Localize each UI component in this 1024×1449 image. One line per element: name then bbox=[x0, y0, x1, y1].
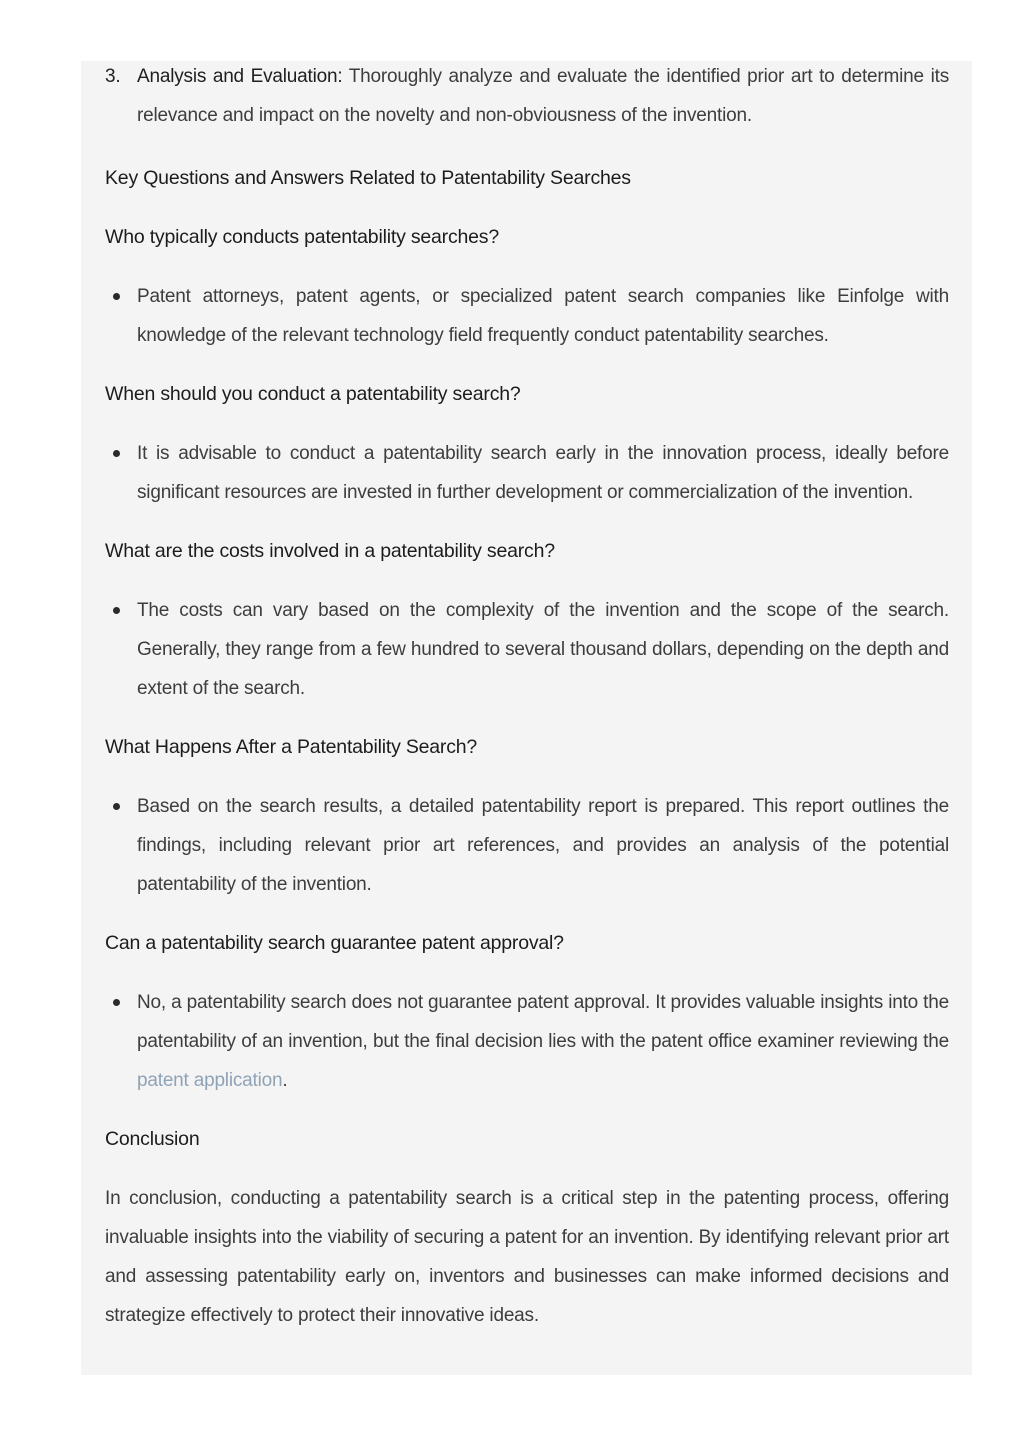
faq-answer-2 bbox=[105, 434, 949, 512]
conclusion-text: In conclusion, conducting a patentability search is a critical step in the patenting process, offering invaluable insights into the viability of securing a patent for an invention. By identifying relevant prior art and assessing patentability early on, inventors and businesses can make informed decisions and strategize effectively to protect their innovative ideas. bbox=[105, 1188, 949, 1326]
item-title: Analysis and Evaluation: bbox=[137, 66, 343, 87]
faq-answer-5 bbox=[105, 983, 949, 1100]
faq-question-4: What Happens After a Patentability Search? bbox=[105, 736, 478, 758]
answer-text: It is advisable to conduct a patentability search early in the innovation process, ideally before significant resources are invested in further development or commercialization of the invention. bbox=[137, 443, 949, 503]
faq-question-2: When should you conduct a patentability search? bbox=[105, 383, 521, 405]
faq-question-3: What are the costs involved in a patentability search? bbox=[105, 540, 555, 562]
answer-text-post: . bbox=[282, 1070, 288, 1091]
article-body bbox=[105, 57, 949, 1335]
faq-answer-1 bbox=[105, 277, 949, 355]
bullet-icon bbox=[105, 787, 137, 904]
answer-text: Based on the search results, a detailed patentability report is prepared. This report outlines the findings, including relevant prior art references, and provides an analysis of the potential patentability of the invention. bbox=[137, 796, 949, 895]
faq-answer-4 bbox=[105, 787, 949, 904]
bullet-icon bbox=[105, 591, 137, 708]
bullet-icon bbox=[105, 277, 137, 355]
faq-heading: Key Questions and Answers Related to Patentability Searches bbox=[105, 167, 631, 189]
numbered-item-3 bbox=[105, 57, 949, 135]
bullet-icon bbox=[105, 434, 137, 512]
conclusion-heading: Conclusion bbox=[105, 1128, 200, 1150]
item-text bbox=[137, 57, 949, 135]
answer-text: The costs can vary based on the complexity of the invention and the scope of the search. Generally, they range from a few hundred to several thousand dollars, depending on the depth and extent of the search. bbox=[137, 600, 949, 699]
item-number: 3. bbox=[105, 66, 121, 87]
answer-text-pre: No, a patentability search does not guarantee patent approval. It provides valuable insights into the patentability of an invention, but the final decision lies with the patent office examiner reviewing the bbox=[137, 992, 949, 1052]
faq-question-1: Who typically conducts patentability searches? bbox=[105, 226, 500, 248]
faq-question-5: Can a patentability search guarantee patent approval? bbox=[105, 932, 564, 954]
patent-application-link[interactable]: patent application bbox=[137, 1070, 283, 1091]
answer-text bbox=[137, 983, 949, 1100]
faq-answer-3 bbox=[105, 591, 949, 708]
item-description: Thoroughly analyze and evaluate the identified prior art to determine its relevance and impact on the novelty and non-obviousness of the invention. bbox=[137, 66, 949, 126]
answer-text: Patent attorneys, patent agents, or specialized patent search companies like Einfolge with knowledge of the relevant technology field frequently conduct patentability searches. bbox=[137, 286, 949, 346]
bullet-icon bbox=[105, 983, 137, 1100]
